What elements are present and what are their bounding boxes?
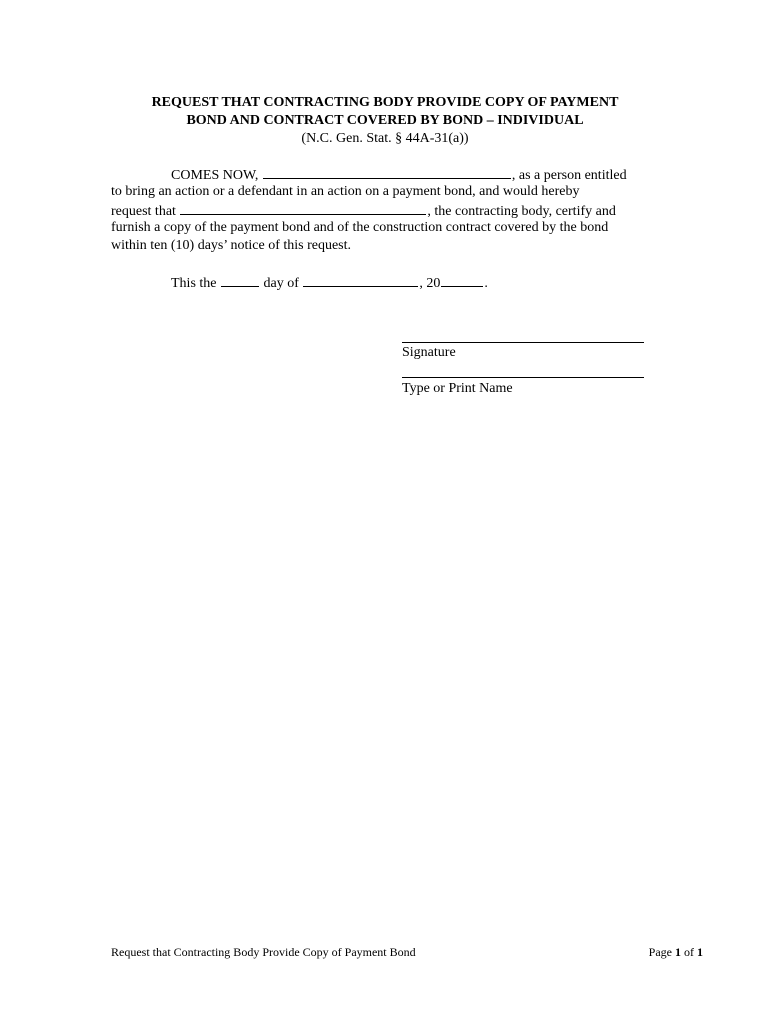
body-line-1 <box>171 165 627 185</box>
contracting-body-text: , the contracting body, certify and <box>427 204 616 219</box>
request-that-text: request that <box>111 204 180 219</box>
page-of: of <box>681 945 697 959</box>
date-period: . <box>484 276 488 291</box>
print-name-label: Type or Print Name <box>402 381 513 396</box>
page-current: 1 <box>675 945 681 959</box>
footer-page-number <box>649 944 703 960</box>
year-blank[interactable] <box>441 273 483 287</box>
document-title <box>90 94 680 130</box>
print-name-line[interactable] <box>402 377 644 378</box>
day-blank[interactable] <box>221 273 259 287</box>
comes-now-text: COMES NOW, <box>171 168 262 183</box>
day-of-text: day of <box>260 276 303 291</box>
title-line-1: REQUEST THAT CONTRACTING BODY PROVIDE COPY OF PAYMENT <box>151 95 619 110</box>
claimant-name-blank[interactable] <box>263 165 511 179</box>
month-blank[interactable] <box>303 273 418 287</box>
date-line <box>171 273 488 293</box>
page-total: 1 <box>697 945 703 959</box>
title-line-2: BOND AND CONTRACT COVERED BY BOND – INDIVIDUAL <box>186 113 584 128</box>
entitled-text: , as a person entitled <box>511 168 627 183</box>
contracting-body-blank[interactable] <box>180 201 426 215</box>
body-line-2: to bring an action or a defendant in an action on a payment bond, and would hereby <box>111 184 580 199</box>
statute-citation: (N.C. Gen. Stat. § 44A-31(a)) <box>301 131 469 146</box>
year-prefix-text: , 20 <box>419 276 441 291</box>
this-the-text: This the <box>171 276 220 291</box>
body-line-5: within ten (10) days’ notice of this request. <box>111 238 352 253</box>
page-word: Page <box>648 945 675 959</box>
signature-line[interactable] <box>402 342 644 343</box>
footer-document-name: Request that Contracting Body Provide Copy of Payment Bond <box>111 945 416 959</box>
body-line-4: furnish a copy of the payment bond and of the construction contract covered by the bond <box>111 220 609 235</box>
signature-label: Signature <box>402 345 456 360</box>
body-line-3 <box>111 201 616 221</box>
